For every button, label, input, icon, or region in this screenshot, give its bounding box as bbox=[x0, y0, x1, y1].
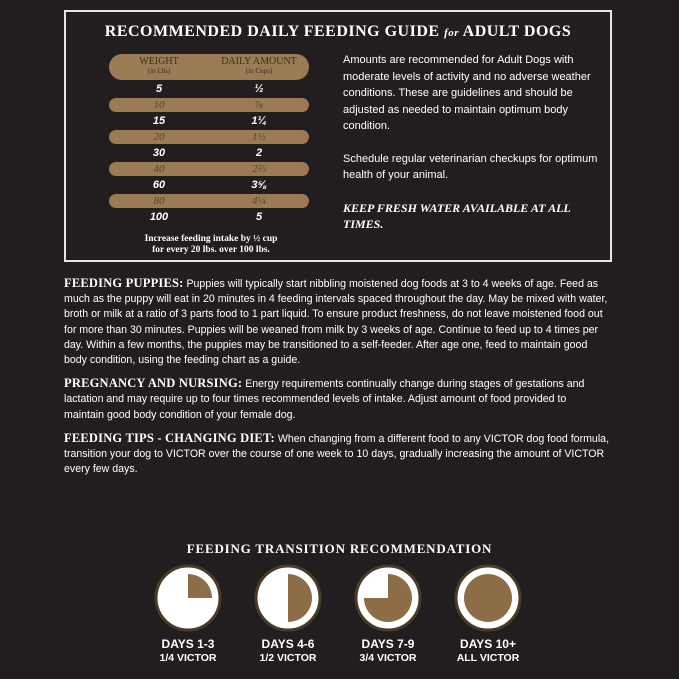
transition-title: FEEDING TRANSITION RECOMMENDATION bbox=[186, 541, 493, 556]
table-header bbox=[109, 54, 309, 80]
stage-portion: ALL VICTOR bbox=[456, 652, 520, 664]
cell-amount: 3⅝ bbox=[251, 179, 267, 191]
cell-amount: 2⅔ bbox=[252, 163, 266, 175]
stage-days: DAYS 7-9 bbox=[361, 637, 415, 651]
cell-amount: 1¼ bbox=[251, 115, 267, 127]
stage-days: DAYS 1-3 bbox=[161, 637, 215, 651]
cell-amount: 4¼ bbox=[252, 195, 266, 207]
pie-icon bbox=[353, 563, 423, 633]
feeding-table bbox=[109, 54, 309, 224]
transition-stage bbox=[138, 563, 238, 664]
cell-weight: 15 bbox=[152, 115, 166, 127]
pie-icon bbox=[153, 563, 223, 633]
pie-icon bbox=[453, 563, 523, 633]
cell-amount: 5 bbox=[255, 211, 263, 223]
cell-weight: 30 bbox=[152, 147, 166, 159]
cell-weight: 5 bbox=[155, 83, 163, 95]
pie-slice bbox=[464, 574, 512, 622]
feeding-sections bbox=[64, 276, 609, 485]
stage-days: DAYS 10+ bbox=[460, 637, 516, 651]
table-row bbox=[109, 114, 309, 128]
section-feeding-puppies: FEEDING PUPPIES: Puppies will typically start nibbling moistened dog foods at 3 to 4 weeks of age. Feed as much as the puppy will eat in 20 minutes in 4 feeding intervals spaced throughout the day. May be mixed with water, broth or milk at a ratio of 3 parts food to 1 part liquid. To ensure product freshness, do not leave moistened food out for more than 30 minutes. Puppies will be weaned from milk by 3 weeks of age. Continue to feed up to 4 times per day. Within a few months, the puppies may be transitioned to a self-feeder. After age one, feed to maintain good body condition, using the feeding chart as a guide. bbox=[64, 276, 608, 367]
info-water: KEEP FRESH WATER AVAILABLE AT ALL TIMES. bbox=[343, 200, 571, 231]
cell-weight: 100 bbox=[149, 211, 169, 223]
stage-portion: 1/2 VICTOR bbox=[259, 652, 317, 664]
header-daily-amount: DAILY AMOUNT (in Cups) bbox=[221, 56, 297, 75]
table-row bbox=[109, 146, 309, 160]
pie-icon bbox=[253, 563, 323, 633]
cell-weight: 10 bbox=[153, 99, 165, 111]
cell-weight: 20 bbox=[153, 131, 165, 143]
cell-amount: ½ bbox=[254, 83, 264, 95]
table-row bbox=[109, 194, 309, 208]
cell-amount: 2 bbox=[255, 147, 263, 159]
section-feeding-tips: FEEDING TIPS - CHANGING DIET: When changing from a different food to any VICTOR dog food formula, transition your dog to VICTOR over the course of one week to 10 days, gradually increasing the amount of VICTOR every few days. bbox=[64, 430, 610, 476]
cell-weight: 60 bbox=[152, 179, 166, 191]
section-pregnancy-nursing: PREGNANCY AND NURSING: Energy requirements continually change during stages of gestations and lactation and may require up to four times recommended levels of intake. Adjust amount of food provided to maintain good body condition of your female dog. bbox=[64, 376, 585, 421]
guide-info bbox=[343, 52, 605, 249]
guide-title: RECOMMENDED DAILY FEEDING GUIDE for ADULT DOGS bbox=[104, 23, 572, 40]
cell-amount: ⅞ bbox=[254, 99, 264, 111]
stage-days: DAYS 4-6 bbox=[261, 637, 315, 651]
table-row bbox=[109, 130, 309, 144]
transition-stage bbox=[338, 563, 438, 664]
cell-amount: 1½ bbox=[252, 131, 266, 143]
table-row bbox=[109, 162, 309, 176]
table-row bbox=[109, 178, 309, 192]
feeding-guide-box bbox=[64, 10, 612, 262]
stage-portion: 1/4 VICTOR bbox=[159, 652, 217, 664]
transition-stage bbox=[438, 563, 538, 664]
table-row bbox=[109, 82, 309, 96]
table-row bbox=[109, 98, 309, 112]
cell-weight: 40 bbox=[153, 163, 165, 175]
info-amounts: Amounts are recommended for Adult Dogs with moderate levels of activity and no adverse weather conditions. These are guidelines and should be adjusted as needed to maintain optimum body condition. bbox=[343, 54, 591, 132]
table-row bbox=[109, 210, 309, 224]
feeding-note: Increase feeding intake by ½ cup for every 20 lbs. over 100 lbs. bbox=[144, 234, 278, 255]
transition-stage bbox=[238, 563, 338, 664]
header-weight: WEIGHT (in Lbs) bbox=[139, 56, 179, 75]
info-checkups: Schedule regular veterinarian checkups for optimum health of your animal. bbox=[343, 152, 598, 181]
cell-weight: 80 bbox=[153, 195, 165, 207]
stage-portion: 3/4 VICTOR bbox=[359, 652, 417, 664]
